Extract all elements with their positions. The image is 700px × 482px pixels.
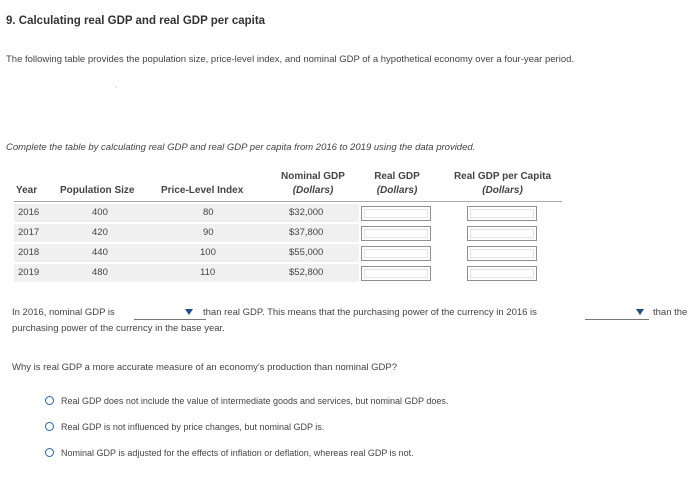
chevron-down-icon (185, 309, 193, 315)
header-nominal-gdp (268, 170, 358, 198)
per-capita-input-2019[interactable] (467, 266, 537, 281)
cell-year: 2017 (18, 227, 40, 238)
cell-nominal-gdp: $32,000 (289, 207, 324, 218)
cell-nominal-gdp: $52,800 (289, 267, 324, 278)
header-real-gdp-line2: (Dollars) (376, 185, 418, 196)
cell-price-index: 100 (200, 247, 216, 258)
sentence-part3: than the (653, 307, 688, 318)
header-nominal-gdp-line2: (Dollars) (292, 185, 334, 196)
comparison-dropdown-2[interactable] (585, 319, 649, 320)
header-per-capita-line2: (Dollars) (482, 185, 523, 196)
option-radio-3[interactable] (45, 448, 54, 457)
option-label-2[interactable]: Real GDP is not influenced by price changes, but nominal GDP is. (61, 422, 325, 432)
cell-nominal-gdp: $55,000 (289, 247, 324, 258)
per-capita-input-2018[interactable] (467, 246, 537, 261)
question-title: 9. Calculating real GDP and real GDP per capita (6, 15, 266, 27)
instructions: Complete the table by calculating real GDP and real GDP per capita from 2016 to 2019 using the data provided. (6, 142, 476, 153)
question2-prompt: Why is real GDP a more accurate measure of an economy's production than nominal GDP? (12, 362, 397, 373)
header-per-capita-line1: Real GDP per Capita (453, 171, 552, 182)
sentence-part2: than real GDP. This means that the purchasing power of the currency in 2016 is (203, 307, 537, 318)
header-per-capita (445, 170, 560, 198)
question-intro: The following table provides the population size, price-level index, and nominal GDP of a hypothetical economy over a four-year period. (6, 54, 575, 65)
option-label-1[interactable]: Real GDP does not include the value of intermediate goods and services, but nominal GDP does. (61, 396, 449, 406)
per-capita-input-2017[interactable] (467, 226, 537, 241)
real-gdp-input-2016[interactable] (361, 206, 431, 221)
comparison-dropdown-1[interactable] (134, 319, 206, 320)
cell-population: 420 (92, 227, 108, 238)
cell-price-index: 90 (203, 227, 214, 238)
header-price-index: Price-Level Index (161, 185, 244, 196)
option-label-3[interactable]: Nominal GDP is adjusted for the effects of inflation or deflation, whereas real GDP is not. (61, 448, 414, 458)
real-gdp-input-2018[interactable] (361, 246, 431, 261)
cell-year: 2016 (18, 207, 40, 218)
option-radio-1[interactable] (45, 396, 54, 405)
real-gdp-input-2017[interactable] (361, 226, 431, 241)
cell-population: 440 (92, 247, 108, 258)
cell-nominal-gdp: $37,800 (289, 227, 324, 238)
header-real-gdp (362, 170, 432, 198)
table-header-rule (14, 201, 562, 202)
header-real-gdp-line1: Real GDP (374, 171, 420, 182)
header-year: Year (16, 185, 38, 196)
sentence-part1: In 2016, nominal GDP is (12, 307, 115, 318)
cell-price-index: 110 (200, 267, 216, 278)
cell-population: 480 (92, 267, 108, 278)
cell-population: 400 (92, 207, 108, 218)
header-nominal-gdp-line1: Nominal GDP (281, 171, 345, 182)
per-capita-input-2016[interactable] (467, 206, 537, 221)
header-population: Population Size (60, 185, 135, 196)
cursor-mark: ˋ (115, 86, 118, 95)
option-radio-2[interactable] (45, 422, 54, 431)
chevron-down-icon (636, 309, 644, 315)
cell-year: 2018 (18, 247, 40, 258)
sentence-part4: purchasing power of the currency in the base year. (12, 323, 225, 334)
real-gdp-input-2019[interactable] (361, 266, 431, 281)
cell-year: 2019 (18, 267, 40, 278)
cell-price-index: 80 (203, 207, 214, 218)
